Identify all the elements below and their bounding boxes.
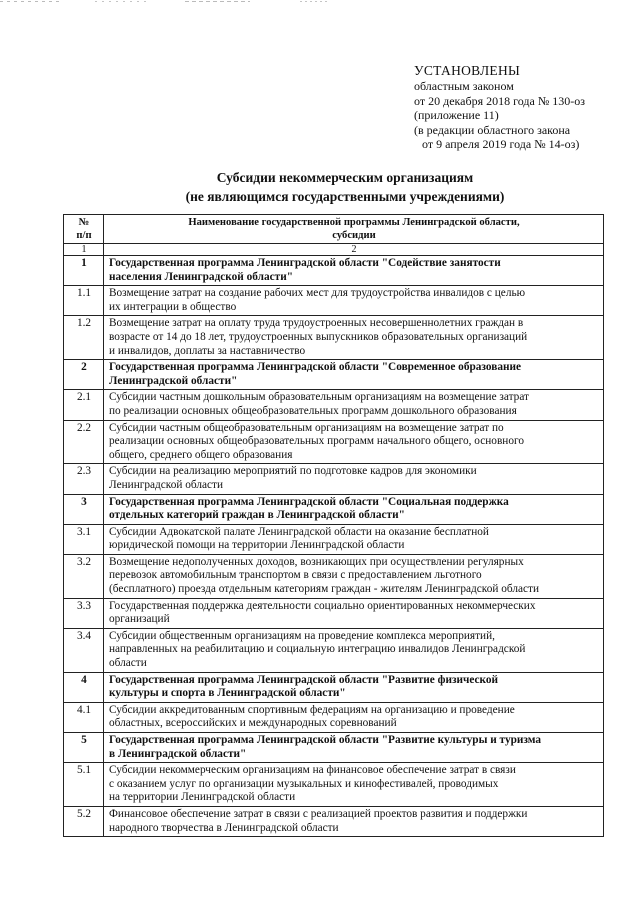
row-text-line: возрасте от 14 до 18 лет, трудоустроенных выпускников образовательных организаций <box>109 330 528 343</box>
subsidy-row <box>64 316 604 360</box>
subsidy-row <box>64 598 604 628</box>
row-number: 2.3 <box>64 464 104 494</box>
row-text-line: юридической помощи на территории Ленинградской области <box>109 539 405 552</box>
row-text-line: области <box>109 657 147 670</box>
subsidy-row <box>64 806 604 836</box>
program-name <box>104 672 604 702</box>
program-name <box>104 360 604 390</box>
program-name <box>104 733 604 763</box>
subsidy-row <box>64 763 604 807</box>
row-text-line: народного творчества в Ленинградской области <box>109 821 339 834</box>
row-text-line: (бесплатного) проезда отдельным категориям граждан - жителям Ленинградской области <box>109 583 539 596</box>
program-row <box>64 360 604 390</box>
subsidies-table <box>63 214 604 837</box>
row-text-line: Государственная поддержка деятельности социально ориентированных некоммерческих <box>109 599 536 612</box>
approval-line: от 20 декабря 2018 года № 130-оз <box>414 93 586 108</box>
row-text-line: Субсидии некоммерческим организациям на финансовое обеспечение затрат в связи <box>109 764 516 777</box>
row-number: 3.4 <box>64 628 104 672</box>
program-row <box>64 733 604 763</box>
row-text-line: Субсидии общественным организациям на проведение комплекса мероприятий, <box>109 629 495 642</box>
row-text-line: с оказанием услуг по организации музыкальных и кинофестивалей, проводимых <box>109 777 499 790</box>
subsidy-row <box>64 628 604 672</box>
subsidy-row <box>64 286 604 316</box>
row-text-line: Субсидии Адвокатской палате Ленинградской области на оказание бесплатной <box>109 525 489 538</box>
row-number: 3.3 <box>64 598 104 628</box>
row-text-line: по реализации основных общеобразовательных программ дошкольного образования <box>109 404 517 417</box>
program-name <box>104 494 604 524</box>
approval-stamp-block <box>414 62 634 152</box>
subsidy-name <box>104 524 604 554</box>
subsidy-name <box>104 390 604 420</box>
approval-line: (в редакции областного закона <box>414 122 571 137</box>
subsidy-row <box>64 702 604 732</box>
column-index-row <box>64 244 604 256</box>
table-header-row <box>64 215 604 244</box>
row-text-line: Финансовое обеспечение затрат в связи с реализацией проектов развития и поддержки <box>109 807 528 820</box>
subsidy-name <box>104 420 604 464</box>
column-index-2: 2 <box>104 244 604 256</box>
subsidy-name <box>104 554 604 598</box>
row-number: 2.2 <box>64 420 104 464</box>
approval-line: от 9 апреля 2019 года № 14-оз) <box>422 137 580 151</box>
header-name: Наименование государственной программы Ленинградской области, субсидии <box>104 215 604 244</box>
row-text-line: населения Ленинградской области" <box>109 270 293 283</box>
program-row <box>64 256 604 286</box>
subsidy-name <box>104 702 604 732</box>
column-index-1: 1 <box>64 244 104 256</box>
row-number: 1.2 <box>64 316 104 360</box>
row-text-line: организаций <box>109 613 170 626</box>
subsidy-name <box>104 806 604 836</box>
subsidy-row <box>64 390 604 420</box>
row-number: 4 <box>64 672 104 702</box>
row-number: 1.1 <box>64 286 104 316</box>
subsidy-row <box>64 464 604 494</box>
program-row <box>64 494 604 524</box>
row-text-line: Ленинградской области <box>109 478 223 491</box>
row-text-line: реализации основных общеобразовательных программ начального общего, основного <box>109 435 524 448</box>
row-number: 5.1 <box>64 763 104 807</box>
row-text-line: Субсидии частным общеобразовательным организациям на возмещение затрат по <box>109 421 504 434</box>
row-number: 4.1 <box>64 702 104 732</box>
program-name <box>104 256 604 286</box>
row-text-line: их интеграции в общество <box>109 300 237 313</box>
scan-edge-marks <box>0 0 640 4</box>
subsidy-name <box>104 316 604 360</box>
row-text-line: перевозок автомобильным транспортом в связи с предоставлением льготного <box>109 569 482 582</box>
row-text-line: Ленинградской области" <box>109 374 238 387</box>
row-text-line: областных, всероссийских и международных соревнований <box>109 717 397 730</box>
row-text-line: на территории Ленинградской области <box>109 791 296 804</box>
row-text-line: Государственная программа Ленинградской области "Современное образование <box>109 361 522 374</box>
row-text-line: отдельных категорий граждан в Ленинградской области" <box>109 509 405 522</box>
row-text-line: и инвалидов, доплаты за наставничество <box>109 344 306 357</box>
row-text-line: Возмещение затрат на оплату труда трудоустроенных несовершеннолетних граждан в <box>109 317 524 330</box>
row-text-line: общего, среднего общего образования <box>109 448 293 461</box>
row-text-line: Субсидии аккредитованным спортивным федерациям на организацию и проведение <box>109 703 515 716</box>
document-title-line-2: (не являющимся государственными учреждениями) <box>185 189 505 204</box>
program-row <box>64 672 604 702</box>
document-title <box>150 168 540 206</box>
approval-line: областным законом <box>414 79 514 93</box>
row-text-line: Возмещение затрат на создание рабочих мест для трудоустройства инвалидов с целью <box>109 287 526 300</box>
row-number: 5 <box>64 733 104 763</box>
subsidy-name <box>104 598 604 628</box>
row-text-line: Субсидии частным дошкольным образовательным организациям на возмещение затрат <box>109 391 529 404</box>
subsidy-name <box>104 763 604 807</box>
subsidy-name <box>104 628 604 672</box>
row-number: 3.1 <box>64 524 104 554</box>
row-number: 2 <box>64 360 104 390</box>
row-text-line: Государственная программа Ленинградской области "Социальная поддержка <box>109 495 509 508</box>
row-text-line: в Ленинградской области" <box>109 747 247 760</box>
row-text-line: Субсидии на реализацию мероприятий по подготовке кадров для экономики <box>109 465 477 478</box>
approval-title: УСТАНОВЛЕНЫ <box>414 63 521 78</box>
row-number: 3.2 <box>64 554 104 598</box>
subsidy-name <box>104 286 604 316</box>
row-text-line: Возмещение недополученных доходов, возникающих при осуществлении регулярных <box>109 555 524 568</box>
row-number: 1 <box>64 256 104 286</box>
row-text-line: Государственная программа Ленинградской области "Развитие культуры и туризма <box>109 734 542 746</box>
subsidy-row <box>64 420 604 464</box>
row-number: 5.2 <box>64 806 104 836</box>
row-text-line: Государственная программа Ленинградской области "Содействие занятости <box>109 257 501 269</box>
approval-line: (приложение 11) <box>414 108 499 122</box>
row-text-line: культуры и спорта в Ленинградской области" <box>109 687 346 700</box>
row-text-line: направленных на реабилитацию и социальную интеграцию инвалидов Ленинградской <box>109 643 526 656</box>
header-number: № п/п <box>64 215 104 244</box>
row-number: 2.1 <box>64 390 104 420</box>
row-number: 3 <box>64 494 104 524</box>
subsidy-name <box>104 464 604 494</box>
subsidy-row <box>64 524 604 554</box>
document-title-line-1: Субсидии некоммерческим организациям <box>216 170 474 185</box>
subsidy-row <box>64 554 604 598</box>
row-text-line: Государственная программа Ленинградской области "Развитие физической <box>109 673 499 686</box>
table-body <box>64 256 604 837</box>
